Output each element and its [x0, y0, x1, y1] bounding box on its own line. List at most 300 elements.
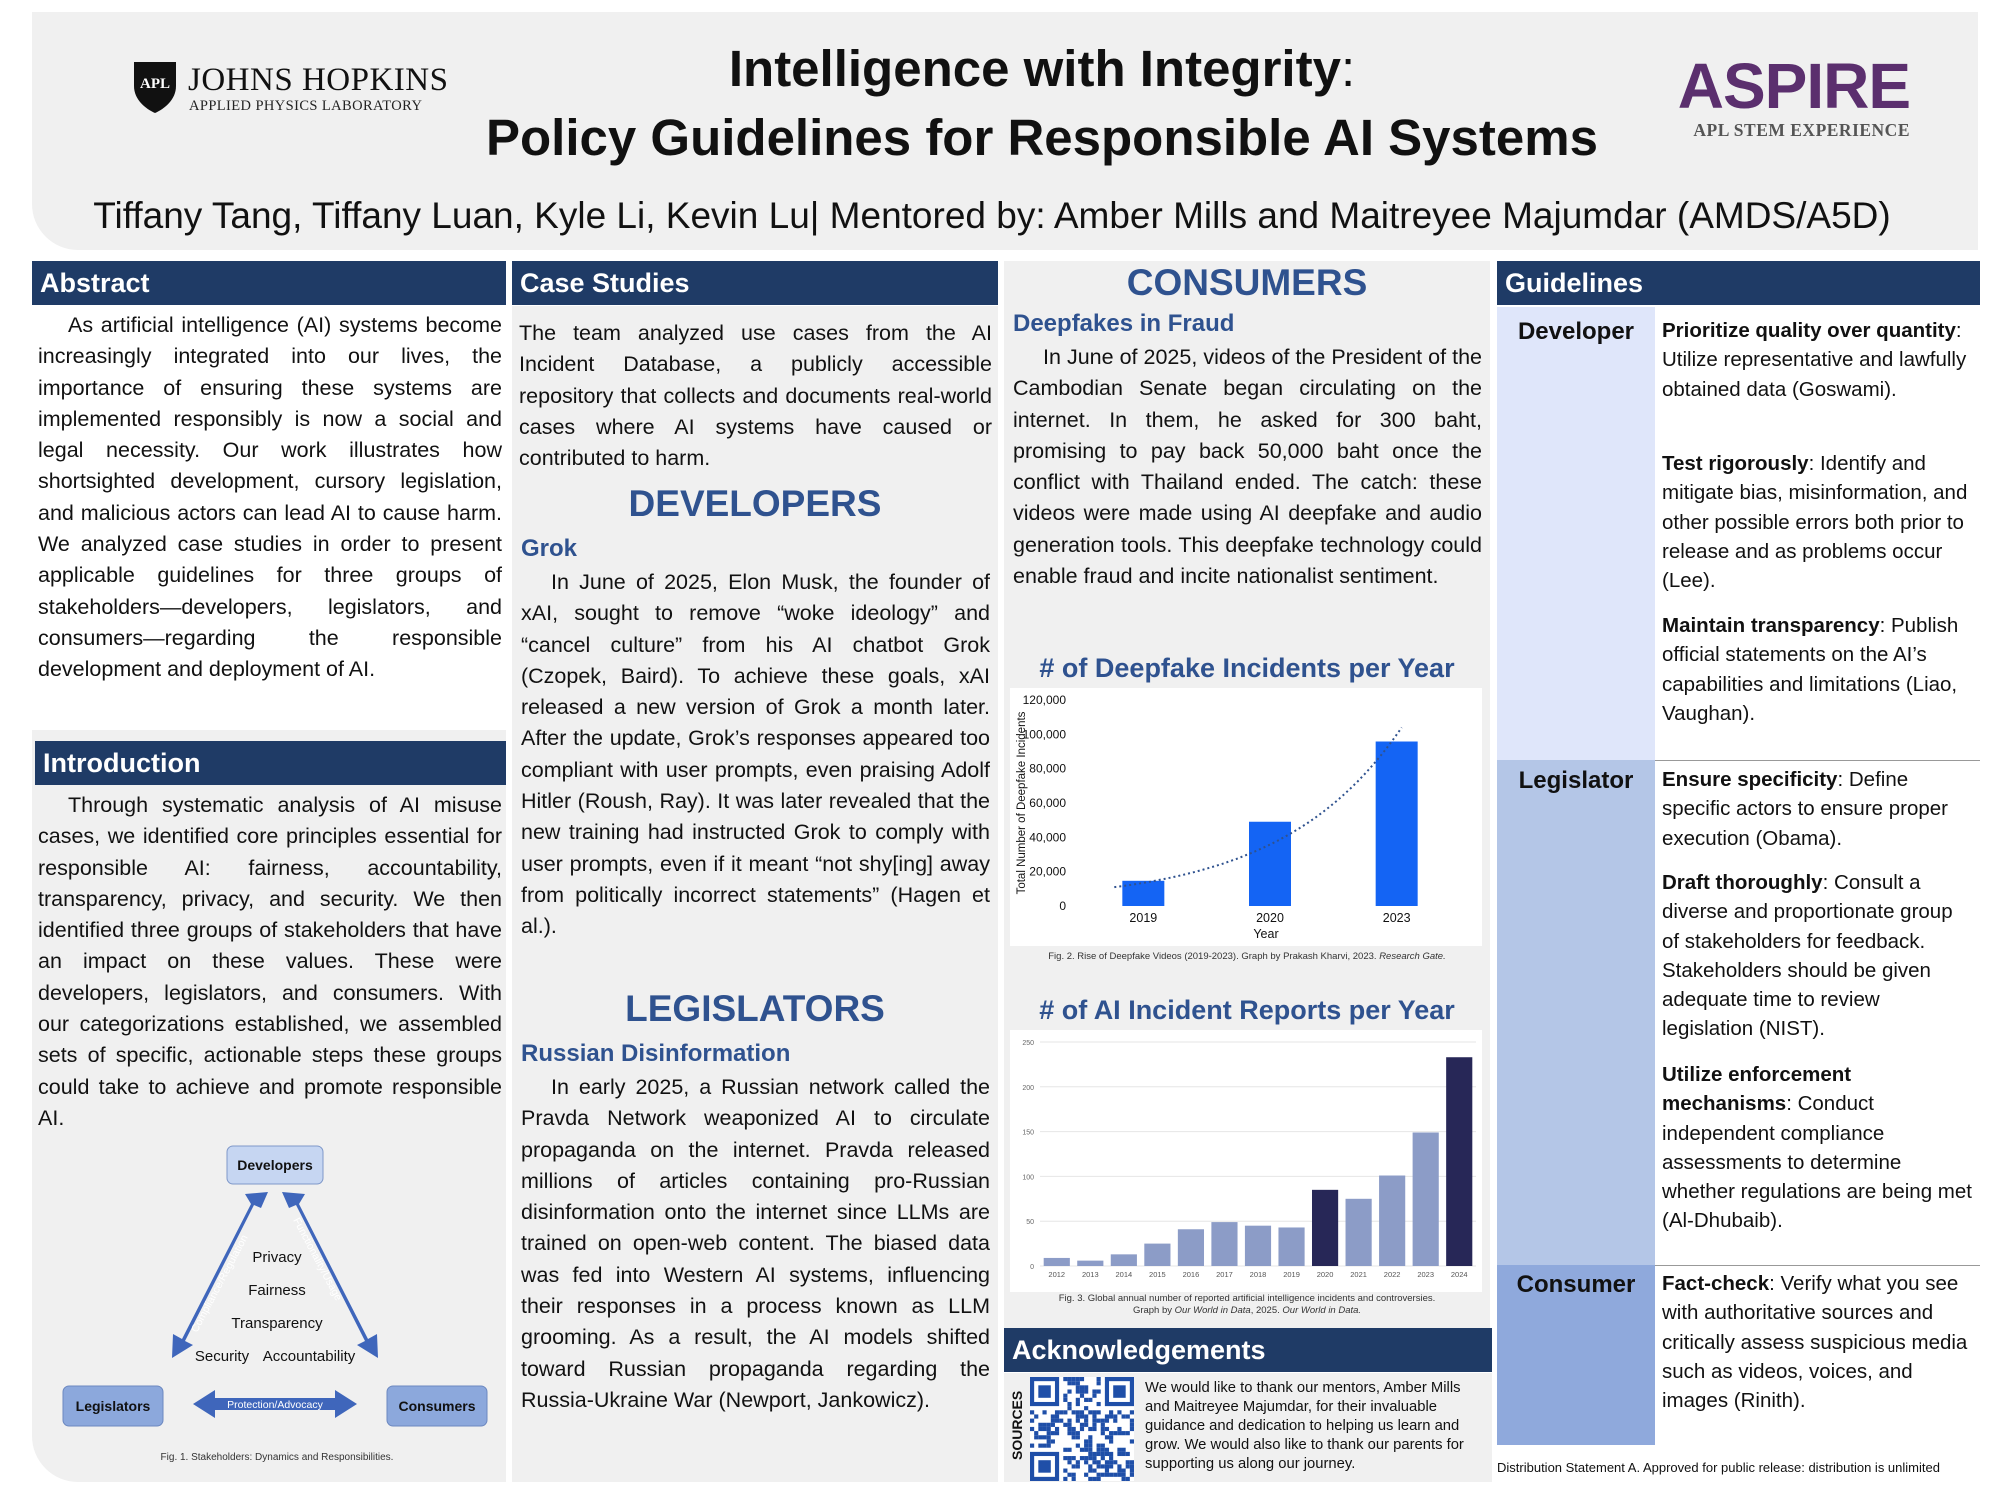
qr-module: [1055, 1414, 1059, 1418]
consumer-divider: [1655, 1265, 1980, 1266]
qr-module: [1101, 1473, 1105, 1477]
qr-module: [1101, 1423, 1105, 1427]
qr-module: [1084, 1460, 1088, 1464]
qr-module: [1067, 1406, 1071, 1410]
deepfake-chart-title: # of Deepfake Incidents per Year: [1039, 653, 1455, 683]
qr-module: [1097, 1410, 1101, 1414]
sources-qr-code-icon: [1030, 1377, 1134, 1481]
qr-finder-core: [1038, 1385, 1050, 1397]
svg-text:Legislators: Legislators: [75, 1398, 151, 1414]
x-tick-label: 2018: [1249, 1270, 1267, 1279]
ai-incident-chart-title: # of AI Incident Reports per Year: [1039, 995, 1455, 1025]
qr-module: [1047, 1427, 1051, 1431]
authors-line: Tiffany Tang, Tiffany Luan, Kyle Li, Kevin Lu| Mentored by: Amber Mills and Maitreyee Majumdar (AMDS/A5D): [93, 195, 1891, 236]
qr-module: [1092, 1460, 1096, 1464]
qr-module: [1130, 1427, 1134, 1431]
guidelines-heading: Guidelines: [1497, 261, 1980, 305]
y-tick-label: 100,000: [1022, 727, 1066, 742]
qr-module: [1117, 1452, 1121, 1456]
x-tick-label: 2019: [1283, 1270, 1300, 1279]
value-privacy: Privacy: [252, 1249, 302, 1266]
qr-module: [1030, 1410, 1034, 1414]
qr-module: [1084, 1385, 1088, 1389]
bar-2022: [1379, 1176, 1405, 1266]
abstract-text: [38, 310, 502, 686]
fig2-caption-text: Fig. 2. Rise of Deepfake Videos (2019-2023). Graph by Prakash Kharvi, 2023.: [1048, 951, 1380, 962]
developer-guideline-1-title: Prioritize quality over quantity: [1662, 319, 1956, 342]
qr-module: [1113, 1460, 1117, 1464]
qr-module: [1076, 1435, 1080, 1439]
qr-module: [1117, 1469, 1121, 1473]
bar-2014: [1111, 1254, 1137, 1266]
qr-module: [1122, 1452, 1126, 1456]
developer-guideline-2-text: : Identify and mitigate bias, misinformation, and other possible errors both prior to release and as problems occur (Lee).: [1662, 452, 1968, 593]
qr-module: [1063, 1394, 1067, 1398]
abstract-heading: Abstract: [32, 261, 506, 305]
qr-module: [1067, 1460, 1071, 1464]
developer-guideline-3-title: Maintain transparency: [1662, 614, 1880, 637]
bar-2021: [1346, 1199, 1372, 1266]
qr-module: [1092, 1423, 1096, 1427]
qr-module: [1092, 1389, 1096, 1393]
qr-module: [1101, 1456, 1105, 1460]
y-axis-label: Total Number of Deepfake Incidents: [1016, 711, 1028, 895]
qr-module: [1117, 1431, 1121, 1435]
ai-incident-reports-chart: [1010, 1030, 1482, 1292]
qr-module: [1063, 1423, 1067, 1427]
bar-2019: [1122, 881, 1164, 906]
qr-module: [1080, 1410, 1084, 1414]
legislator-guideline-3: [1662, 1060, 1974, 1236]
x-tick-label: 2019: [1129, 911, 1158, 925]
fig3-caption-mid: , 2025.: [1250, 1305, 1283, 1316]
stakeholder-diagram: [55, 1140, 495, 1470]
qr-module: [1105, 1452, 1109, 1456]
qr-module: [1101, 1444, 1105, 1448]
qr-module: [1109, 1431, 1113, 1435]
qr-module: [1097, 1377, 1101, 1381]
qr-module: [1038, 1427, 1042, 1431]
grok-heading: Grok: [521, 535, 578, 562]
qr-module: [1130, 1469, 1134, 1473]
qr-module: [1113, 1431, 1117, 1435]
qr-module: [1076, 1385, 1080, 1389]
title-colon: :: [1340, 40, 1356, 97]
bar-2023: [1413, 1132, 1439, 1266]
developer-guideline-3: [1662, 611, 1974, 728]
y-tick-label: 250: [1022, 1040, 1034, 1047]
qr-module: [1088, 1398, 1092, 1402]
legislator-guideline-1: [1662, 765, 1974, 853]
sources-label: SOURCES: [1009, 1390, 1025, 1460]
developers-node: [227, 1146, 323, 1184]
svg-text:Developers: Developers: [237, 1157, 313, 1173]
y-tick-label: 20,000: [1029, 864, 1066, 879]
qr-module: [1109, 1456, 1113, 1460]
qr-module: [1072, 1410, 1076, 1414]
qr-module: [1080, 1427, 1084, 1431]
qr-module: [1076, 1414, 1080, 1418]
qr-module: [1101, 1427, 1105, 1431]
qr-module: [1122, 1477, 1126, 1481]
bar-2023: [1376, 742, 1418, 906]
qr-module: [1130, 1439, 1134, 1443]
legislator-guideline-1-text: : Define specific actors to ensure proper execution (Obama).: [1662, 768, 1948, 850]
qr-module: [1088, 1448, 1092, 1452]
qr-module: [1130, 1464, 1134, 1468]
developer-guideline-1: [1662, 316, 1974, 404]
qr-module: [1088, 1444, 1092, 1448]
qr-module: [1067, 1402, 1071, 1406]
qr-module: [1059, 1410, 1063, 1414]
qr-module: [1084, 1389, 1088, 1393]
bar-2018: [1245, 1226, 1271, 1266]
case-studies-intro: [519, 318, 992, 474]
qr-module: [1038, 1423, 1042, 1427]
fig3-caption-line-1: Fig. 3. Global annual number of reported artificial intelligence incidents and controversies.: [1058, 1293, 1436, 1304]
x-tick-label: 2016: [1182, 1270, 1200, 1279]
jhu-apl-logo: [132, 60, 449, 120]
qr-module: [1088, 1469, 1092, 1473]
qr-module: [1109, 1460, 1113, 1464]
qr-module: [1067, 1381, 1071, 1385]
qr-module: [1076, 1464, 1080, 1468]
qr-module: [1067, 1431, 1071, 1435]
developer-role-panel: [1497, 307, 1655, 760]
qr-module: [1051, 1431, 1055, 1435]
qr-module: [1088, 1456, 1092, 1460]
qr-module: [1072, 1473, 1076, 1477]
qr-module: [1072, 1464, 1076, 1468]
qr-module: [1055, 1419, 1059, 1423]
grok-paragraph: In June of 2025, Elon Musk, the founder of xAI, sought to remove “woke ideology” and “cancel culture” from his AI chatbot Grok (Czopek, Baird). To achieve these goals, xAI released a new version of Grok a month later. After the update, Grok’s responses appeared too compliant with user prompts, even praising Adolf Hitler (Roush, Ray). It was later revealed that the new training had instructed Grok to comply with user prompts, even if it meant “not shy[ing] away from politically incorrect statements” (Hagen et al.).: [521, 570, 990, 939]
bar-2017: [1211, 1222, 1237, 1266]
qr-finder-core: [1113, 1385, 1125, 1397]
fig3-caption-pre: Graph by: [1132, 1305, 1175, 1316]
qr-module: [1030, 1419, 1034, 1423]
x-tick-label: 2013: [1081, 1270, 1099, 1279]
value-transparency: Transparency: [231, 1315, 323, 1332]
x-tick-label: 2024: [1450, 1270, 1468, 1279]
y-tick-label: 0: [1059, 899, 1066, 913]
qr-module: [1101, 1419, 1105, 1423]
introduction-text: [38, 790, 502, 1134]
qr-module: [1105, 1414, 1109, 1418]
qr-module: [1055, 1427, 1059, 1431]
qr-module: [1105, 1448, 1109, 1452]
qr-module: [1113, 1419, 1117, 1423]
qr-module: [1084, 1398, 1088, 1402]
x-axis-label: Year: [1253, 927, 1279, 941]
y-tick-label: 120,000: [1022, 693, 1066, 707]
qr-module: [1030, 1427, 1034, 1431]
qr-module: [1109, 1439, 1113, 1443]
x-tick-label: 2020: [1316, 1270, 1334, 1279]
qr-module: [1063, 1398, 1067, 1402]
qr-module: [1097, 1460, 1101, 1464]
qr-module: [1034, 1414, 1038, 1418]
qr-finder-core: [1038, 1460, 1050, 1472]
qr-module: [1067, 1377, 1071, 1381]
russian-disinfo-heading: Russian Disinformation: [521, 1040, 791, 1067]
qr-module: [1072, 1456, 1076, 1460]
qr-module: [1092, 1469, 1096, 1473]
acknowledgements-text: We would like to thank our mentors, Amber Mills and Maitreyee Majumdar, for their invaluable guidance and dedication to helping us learn and grow. We would also like to thank our parents for supporting us along our journey.: [1145, 1380, 1464, 1472]
qr-module: [1122, 1469, 1126, 1473]
legislator-guideline-3-text: : Conduct independent compliance assessments to determine whether regulations are being met (Al-Dhubaib).: [1662, 1092, 1972, 1233]
bar-2015: [1144, 1244, 1170, 1266]
qr-module: [1109, 1473, 1113, 1477]
qr-module: [1097, 1464, 1101, 1468]
qr-module: [1084, 1423, 1088, 1427]
legislator-divider: [1655, 760, 1980, 761]
deepfakes-heading: Deepfakes in Fraud: [1013, 310, 1235, 337]
deepfake-incidents-chart: [1010, 688, 1482, 946]
qr-module: [1034, 1431, 1038, 1435]
y-tick-label: 60,000: [1029, 796, 1066, 810]
qr-module: [1067, 1423, 1071, 1427]
fig3-caption-line-2: [1004, 1305, 1490, 1317]
qr-module: [1063, 1469, 1067, 1473]
legislator-guideline-2-text: : Consult a diverse and proportionate group of stakeholders for feedback. Stakeholders should be given adequate time to review legislation (NIST).: [1662, 871, 1953, 1041]
svg-text:Consumers: Consumers: [398, 1398, 476, 1414]
developer-guideline-2-title: Test rigorously: [1662, 452, 1809, 475]
qr-module: [1097, 1444, 1101, 1448]
qr-module: [1101, 1464, 1105, 1468]
qr-module: [1084, 1473, 1088, 1477]
qr-module: [1122, 1448, 1126, 1452]
qr-module: [1072, 1377, 1076, 1381]
legislator-guideline-3-title: Utilize enforcement mechanisms: [1662, 1063, 1852, 1116]
qr-module: [1109, 1414, 1113, 1418]
qr-module: [1088, 1477, 1092, 1481]
qr-module: [1067, 1419, 1071, 1423]
qr-module: [1059, 1419, 1063, 1423]
qr-module: [1109, 1435, 1113, 1439]
qr-module: [1117, 1473, 1121, 1477]
aspire-subtitle: APL STEM EXPERIENCE: [1693, 120, 1910, 140]
svg-text:APL: APL: [140, 76, 170, 92]
qr-module: [1105, 1460, 1109, 1464]
qr-module: [1063, 1477, 1067, 1481]
fig1-caption: Fig. 1. Stakeholders: Dynamics and Responsibilities.: [160, 1452, 394, 1463]
qr-module: [1126, 1452, 1130, 1456]
qr-module: [1063, 1410, 1067, 1414]
qr-module: [1047, 1431, 1051, 1435]
qr-module: [1084, 1406, 1088, 1410]
fig2-caption: [1004, 951, 1490, 962]
consumer-guideline-1: [1662, 1269, 1974, 1415]
qr-module: [1122, 1431, 1126, 1435]
qr-module: [1117, 1448, 1121, 1452]
qr-module: [1084, 1444, 1088, 1448]
qr-module: [1084, 1414, 1088, 1418]
qr-module: [1130, 1473, 1134, 1477]
qr-module: [1055, 1410, 1059, 1414]
qr-module: [1092, 1452, 1096, 1456]
consumers-heading: CONSUMERS: [1126, 262, 1368, 303]
qr-module: [1080, 1414, 1084, 1418]
y-tick-label: 150: [1022, 1129, 1034, 1137]
qr-module: [1051, 1423, 1055, 1427]
qr-module: [1097, 1473, 1101, 1477]
qr-module: [1117, 1427, 1121, 1431]
x-tick-label: 2021: [1350, 1270, 1367, 1279]
bar-2020: [1312, 1190, 1338, 1266]
qr-module: [1067, 1448, 1071, 1452]
compliance-label: Compliance/Regulation: [189, 1232, 251, 1335]
fig3-caption: [1004, 1293, 1490, 1317]
value-fairness: Fairness: [248, 1282, 306, 1299]
qr-module: [1080, 1448, 1084, 1452]
x-tick-label: 2023: [1382, 911, 1411, 925]
qr-module: [1067, 1456, 1071, 1460]
qr-module: [1126, 1414, 1130, 1418]
case-studies-intro-paragraph: The team analyzed use cases from the AI Incident Database, a publicly accessible repository that collects and documents real-world cases where AI systems have caused or contributed to harm.: [519, 321, 992, 471]
qr-module: [1038, 1435, 1042, 1439]
aspire-logo: [1677, 50, 1910, 141]
legislator-guideline-1-title: Ensure specificity: [1662, 768, 1838, 791]
y-tick-label: 80,000: [1029, 761, 1066, 776]
qr-module: [1084, 1448, 1088, 1452]
title-line-2: Policy Guidelines for Responsible AI Systems: [486, 109, 1598, 166]
qr-module: [1051, 1414, 1055, 1418]
qr-module: [1101, 1448, 1105, 1452]
bar-2016: [1178, 1229, 1204, 1266]
jhu-name: JOHNS HOPKINS: [188, 62, 449, 98]
qr-module: [1105, 1473, 1109, 1477]
grok-text: [521, 567, 990, 943]
legislator-guideline-2: [1662, 868, 1974, 1044]
jhu-shield-icon: [132, 60, 178, 114]
qr-module: [1030, 1444, 1034, 1448]
qr-module: [1080, 1389, 1084, 1393]
qr-module: [1034, 1435, 1038, 1439]
qr-module: [1076, 1460, 1080, 1464]
deepfakes-text: [1013, 342, 1482, 592]
qr-module: [1088, 1435, 1092, 1439]
qr-module: [1105, 1419, 1109, 1423]
russian-disinfo-text: [521, 1072, 990, 1416]
qr-module: [1038, 1444, 1042, 1448]
bar-2012: [1044, 1258, 1070, 1266]
qr-module: [1076, 1389, 1080, 1393]
qr-module: [1113, 1473, 1117, 1477]
bar-2013: [1077, 1261, 1103, 1266]
qr-module: [1067, 1389, 1071, 1393]
qr-module: [1063, 1456, 1067, 1460]
introduction-paragraph: Through systematic analysis of AI misuse cases, we identified core principles essential for responsible AI: fairness, accountability, transparency, privacy, and security. We then identified three groups of stakeholders that have an impact on these values. These were developers, legislators, and consumers. With our categorizations established, we assembled sets of specific, actionable steps these groups could take to achieve and promote responsible AI.: [38, 793, 502, 1130]
developers-heading: DEVELOPERS: [628, 483, 882, 524]
qr-module: [1092, 1394, 1096, 1398]
title-line-1: Intelligence with Integrity: [728, 40, 1341, 97]
qr-module: [1076, 1410, 1080, 1414]
legislator-role-label: Legislator: [1518, 767, 1634, 794]
qr-module: [1067, 1473, 1071, 1477]
qr-module: [1042, 1444, 1046, 1448]
qr-module: [1092, 1477, 1096, 1481]
qr-module: [1076, 1419, 1080, 1423]
bar-2020: [1249, 822, 1291, 906]
y-tick-label: 0: [1030, 1264, 1034, 1271]
qr-module: [1076, 1431, 1080, 1435]
qr-module: [1105, 1427, 1109, 1431]
qr-module: [1130, 1423, 1134, 1427]
qr-module: [1055, 1431, 1059, 1435]
qr-module: [1088, 1410, 1092, 1414]
qr-module: [1092, 1427, 1096, 1431]
fig3-caption-source-2: Our World in Data.: [1282, 1305, 1362, 1316]
qr-module: [1084, 1419, 1088, 1423]
legislator-role-panel: [1497, 760, 1655, 1265]
qr-module: [1097, 1448, 1101, 1452]
qr-module: [1088, 1452, 1092, 1456]
aspire-wordmark: ASPIRE: [1677, 50, 1910, 122]
abstract-paragraph: As artificial intelligence (AI) systems become increasingly integrated into our lives, the importance of ensuring these systems are implemented responsibly is now a social and legal necessity. Our work illustrates how shortsighted development, cursory legislation, and malicious actors can lead AI to cause harm. We analyzed case studies in order to present applicable guidelines for three groups of stakeholders—developers, legislators, and consumers—regarding the responsible development and deployment of AI.: [38, 313, 502, 682]
qr-module: [1117, 1410, 1121, 1414]
y-tick-label: 100: [1022, 1174, 1034, 1182]
qr-module: [1072, 1427, 1076, 1431]
poster-title: [412, 34, 1672, 172]
qr-module: [1072, 1435, 1076, 1439]
developer-role-label: Developer: [1517, 318, 1635, 345]
legislators-heading: LEGISLATORS: [625, 988, 885, 1029]
developer-guideline-1-text: : Utilize representative and lawfully obtained data (Goswami).: [1662, 319, 1967, 401]
qr-module: [1072, 1381, 1076, 1385]
functionality-label: Functionality/Usage: [290, 1215, 345, 1303]
qr-module: [1063, 1377, 1067, 1381]
qr-module: [1092, 1414, 1096, 1418]
consumers-node: [387, 1386, 487, 1426]
qr-module: [1076, 1381, 1080, 1385]
qr-module: [1084, 1439, 1088, 1443]
qr-module: [1063, 1448, 1067, 1452]
qr-module: [1126, 1460, 1130, 1464]
qr-module: [1097, 1381, 1101, 1385]
legislators-node: [63, 1386, 163, 1426]
qr-module: [1047, 1423, 1051, 1427]
y-tick-label: 40,000: [1029, 830, 1066, 845]
qr-module: [1097, 1477, 1101, 1481]
developer-guideline-2: [1662, 449, 1974, 595]
qr-module: [1076, 1444, 1080, 1448]
qr-module: [1051, 1419, 1055, 1423]
qr-module: [1101, 1431, 1105, 1435]
qr-module: [1117, 1464, 1121, 1468]
qr-module: [1047, 1444, 1051, 1448]
qr-module: [1080, 1377, 1084, 1381]
qr-module: [1105, 1435, 1109, 1439]
x-tick-label: 2014: [1115, 1270, 1133, 1279]
fig2-caption-source: Research Gate.: [1379, 951, 1446, 962]
qr-module: [1122, 1414, 1126, 1418]
qr-module: [1080, 1385, 1084, 1389]
qr-module: [1113, 1414, 1117, 1418]
qr-module: [1122, 1473, 1126, 1477]
qr-module: [1109, 1452, 1113, 1456]
x-tick-label: 2022: [1383, 1270, 1401, 1279]
qr-module: [1092, 1410, 1096, 1414]
qr-module: [1130, 1410, 1134, 1414]
developer-guideline-3-text: : Publish official statements on the AI’s capabilities and limitations (Liao, Vaughan).: [1662, 614, 1959, 725]
qr-module: [1072, 1477, 1076, 1481]
qr-module: [1042, 1410, 1046, 1414]
consumer-guideline-1-title: Fact-check: [1662, 1272, 1770, 1295]
x-tick-label: 2023: [1417, 1270, 1435, 1279]
qr-module: [1092, 1419, 1096, 1423]
consumer-role-label: Consumer: [1516, 1271, 1636, 1298]
qr-module: [1067, 1427, 1071, 1431]
